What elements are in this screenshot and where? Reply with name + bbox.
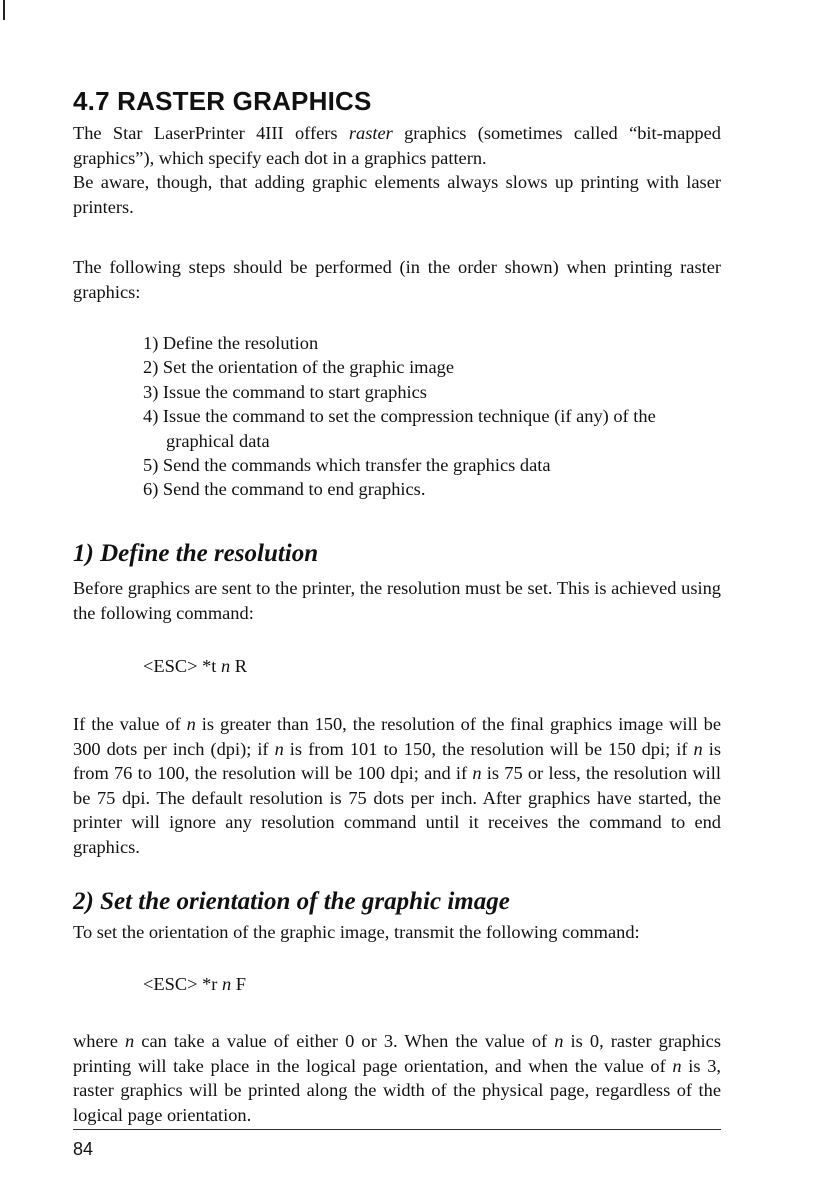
step-item: 5) Send the commands which transfer the graphics data <box>143 455 551 476</box>
page-number: 84 <box>73 1139 94 1159</box>
intro-line-2: Be aware, though, that adding graphic elements always slows up printing with laser printers. <box>73 172 721 217</box>
intro-line-1: The Star LaserPrinter 4III offers raster graphics (sometimes called “bit-mapped graphics”), which specify each dot in a graphics pattern. <box>73 123 721 168</box>
page-edge-mark <box>3 0 5 20</box>
steps-intro: The following steps should be performed (in the order shown) when printing raster graphics: <box>73 257 721 302</box>
intro-paragraph <box>73 121 721 219</box>
section-title: 4.7 RASTER GRAPHICS <box>73 86 372 116</box>
step-item: 2) Set the orientation of the graphic image <box>143 357 455 378</box>
steps-list <box>143 331 723 502</box>
orientation-heading: 2) Set the orientation of the graphic image <box>73 888 510 915</box>
step-item: 3) Issue the command to start graphics <box>143 381 427 402</box>
orientation-intro: To set the orientation of the graphic image, transmit the following command: <box>73 922 640 942</box>
step-item: 6) Send the command to end graphics. <box>143 479 426 500</box>
orientation-command: <ESC> *r n F <box>143 974 247 994</box>
footer-rule <box>73 1129 721 1130</box>
resolution-intro: Before graphics are sent to the printer, the resolution must be set. This is achieved using the following command: <box>73 578 721 623</box>
step-item: 4) Issue the command to set the compression technique (if any) of the graphical data <box>143 406 656 451</box>
raster-term: raster <box>348 123 393 143</box>
resolution-command: <ESC> *t n R <box>143 656 248 676</box>
resolution-details: If the value of n is greater than 150, the resolution of the final graphics image will be 300 dots per inch (dpi); if n is from 101 to 150, the resolution will be 150 dpi; if n is from 76 to 100, the resolution will be 100 dpi; and if n is 75 or less, the resolution will be 75 dpi. The default resolution is 75 dots per inch. After graphics have started, the printer will ignore any resolution command until it receives the command to end graphics. <box>73 714 721 857</box>
resolution-heading: 1) Define the resolution <box>73 540 319 567</box>
orientation-details: where n can take a value of either 0 or 3. When the value of n is 0, raster graphics printing will take place in the logical page orientation, and when the value of n is 3, raster graphics will be printed along the width of the physical page, regardless of the logical page orientation. <box>73 1031 721 1125</box>
step-item: 1) Define the resolution <box>143 333 319 353</box>
